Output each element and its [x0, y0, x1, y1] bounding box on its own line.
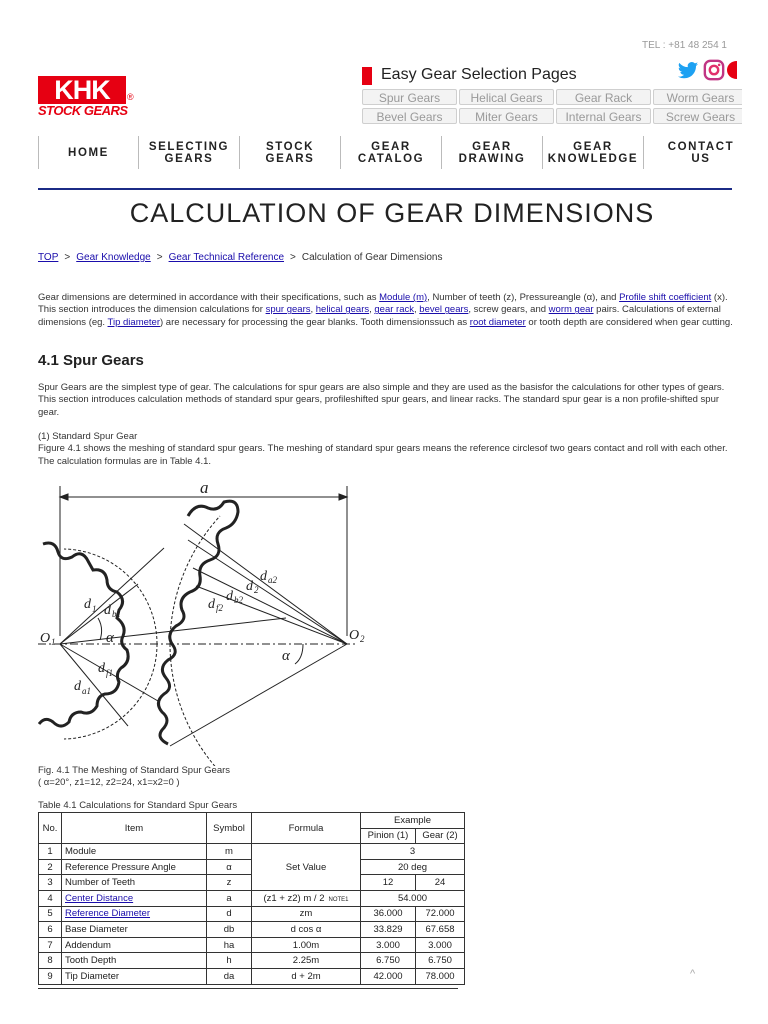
- pressure-angle-line: [60, 618, 286, 644]
- label-o2-sub: 2: [360, 634, 365, 644]
- pinion-radius-db1: [60, 584, 138, 644]
- cell-pinion: 3.000: [361, 937, 416, 953]
- table-header-row: [39, 813, 465, 829]
- formula-text: (z1 + z2) m / 2: [263, 892, 325, 904]
- instagram-icon[interactable]: [703, 58, 725, 82]
- gear-rack-link[interactable]: Gear Rack: [556, 89, 651, 105]
- cell-gear: 6.750: [416, 953, 465, 969]
- cell-example: 54.000: [361, 890, 465, 906]
- intro-text: (x). This section introduces the dimension calculations for: [38, 292, 728, 316]
- youtube-icon[interactable]: [727, 58, 737, 82]
- root-diameter-link[interactable]: root diameter: [469, 316, 526, 328]
- twitter-icon[interactable]: [677, 58, 699, 82]
- gear-radius-da2: [184, 524, 347, 644]
- cell-no: 3: [39, 875, 62, 891]
- profile-shift-link[interactable]: Profile shift coefficient: [619, 292, 712, 303]
- label-df2-sub: f2: [216, 603, 224, 613]
- accent-bar: [362, 67, 372, 85]
- cell-symbol: a: [207, 890, 252, 906]
- note-marker: NOTE1: [328, 896, 349, 903]
- cell-formula: d cos α: [252, 922, 361, 938]
- label-da2-sub: a2: [268, 575, 277, 585]
- easy-selection-title: Easy Gear Selection Pages: [381, 66, 577, 83]
- bevel-gears-text-link[interactable]: bevel gears: [419, 304, 469, 316]
- spur-gears-text-link[interactable]: spur gears: [265, 304, 311, 316]
- intro-text: pairs. Calculations of external dimensions (eg.: [38, 304, 721, 328]
- cell-pinion: 36.000: [361, 906, 416, 922]
- reference-diameter-link[interactable]: Reference Diameter: [65, 908, 151, 920]
- cell-pinion: 42.000: [361, 968, 416, 984]
- table-row: [39, 922, 465, 938]
- cell-symbol: d: [207, 906, 252, 922]
- intro-text: ,: [369, 304, 375, 316]
- breadcrumb-separator: >: [290, 252, 296, 263]
- label-db1-sub: b1: [112, 609, 121, 619]
- logo-subtitle: STOCK GEARS: [38, 103, 128, 118]
- table-row: [39, 937, 465, 953]
- cell-pinion: 6.750: [361, 953, 416, 969]
- cell-symbol: h: [207, 953, 252, 969]
- cell-gear: 72.000: [416, 906, 465, 922]
- cell-formula: 1.00m: [252, 937, 361, 953]
- cell-gear: 24: [416, 875, 465, 891]
- label-db2: d: [226, 589, 233, 604]
- figure-caption: [38, 765, 230, 789]
- cell-no: 8: [39, 953, 62, 969]
- internal-gears-link[interactable]: Internal Gears: [556, 108, 651, 124]
- cell-example: 3: [361, 844, 465, 860]
- cell-formula: [252, 890, 361, 906]
- cell-symbol: ha: [207, 937, 252, 953]
- intro-paragraph: [38, 292, 738, 329]
- label-o1: O: [40, 631, 51, 646]
- label-da1: d: [74, 679, 81, 694]
- cell-symbol: z: [207, 875, 252, 891]
- cell-item: Tooth Depth: [62, 953, 207, 969]
- breadcrumb-gear-knowledge[interactable]: Gear Knowledge: [76, 252, 151, 263]
- intro-text: or tooth depth are considered when gear cutting.: [525, 316, 733, 328]
- cell-formula: d + 2m: [252, 968, 361, 984]
- header-formula: Formula: [252, 813, 361, 844]
- subsection-heading: (1) Standard Spur Gear: [38, 431, 138, 442]
- nav-home[interactable]: HOME: [39, 136, 139, 169]
- breadcrumb: [38, 252, 442, 263]
- header-example: Example: [361, 813, 465, 829]
- nav-gear-knowledge[interactable]: GEAR KNOWLEDGE: [543, 136, 644, 169]
- cell-item: [62, 890, 207, 906]
- spur-gears-link[interactable]: Spur Gears: [362, 89, 457, 105]
- label-d1: d: [84, 597, 91, 612]
- spur-gears-paragraph: Spur Gears are the simplest type of gear. The calculations for spur gears are also simple and they are used as the basisfor the calculations for other types of gears. This section introduces calculation methods of standard spur gears, profileshifted spur gears, and linear racks. The standard spur gear is a non profile-shifted spur gear.: [38, 382, 725, 418]
- cell-item: Number of Teeth: [62, 875, 207, 891]
- cell-no: 5: [39, 906, 62, 922]
- label-df1: d: [98, 661, 105, 676]
- standard-spur-gear-block: [38, 431, 738, 468]
- cell-no: 6: [39, 922, 62, 938]
- cell-example: 20 deg: [361, 859, 465, 875]
- table-row: [39, 890, 465, 906]
- cell-symbol: da: [207, 968, 252, 984]
- nav-divider: [38, 188, 732, 190]
- logo-mark: KHK: [38, 76, 126, 104]
- helical-gears-text-link[interactable]: helical gears: [315, 304, 370, 316]
- pinion-teeth: [39, 543, 128, 726]
- figure-caption-params: ( α=20°, z1=12, z2=24, x1=x2=0 ): [38, 777, 180, 788]
- telephone-text: TEL : +81 48 254 1: [642, 40, 727, 51]
- logo-registered: ®: [127, 92, 134, 102]
- cell-no: 2: [39, 859, 62, 875]
- nav-contact-us[interactable]: CONTACT US: [667, 140, 735, 165]
- gear-selection-links: [362, 89, 742, 127]
- cell-pinion: 33.829: [361, 922, 416, 938]
- label-o2: O: [349, 628, 360, 643]
- cell-item: Base Diameter: [62, 922, 207, 938]
- main-nav: [38, 136, 733, 169]
- helical-gears-link[interactable]: Helical Gears: [459, 89, 554, 105]
- table-caption: Table 4.1 Calculations for Standard Spur Gears: [38, 800, 238, 811]
- line-of-action: [170, 644, 347, 746]
- cell-symbol: db: [207, 922, 252, 938]
- intro-text: , screw gears, and: [468, 304, 549, 316]
- intro-text: , Number of teeth (z), Pressureangle (α), and: [427, 292, 620, 303]
- cell-item: Reference Pressure Angle: [62, 859, 207, 875]
- table-row: [39, 844, 465, 860]
- cell-symbol: m: [207, 844, 252, 860]
- worm-gears-link[interactable]: Worm Gears: [653, 89, 742, 105]
- breadcrumb-current: Calculation of Gear Dimensions: [301, 252, 443, 263]
- miter-gears-link[interactable]: Miter Gears: [459, 108, 554, 124]
- label-o1-sub: 1: [51, 637, 56, 647]
- center-distance-link[interactable]: Center Distance: [65, 892, 134, 904]
- cell-no: 7: [39, 937, 62, 953]
- pressure-angle-arc-left: [98, 618, 102, 640]
- label-a: a: [200, 478, 209, 497]
- bevel-gears-link[interactable]: Bevel Gears: [362, 108, 457, 124]
- cell-no: 4: [39, 890, 62, 906]
- header-pinion: Pinion (1): [361, 828, 416, 844]
- nav-gear-drawing[interactable]: GEAR DRAWING: [442, 136, 543, 169]
- cell-formula: zm: [252, 906, 361, 922]
- header-symbol: Symbol: [207, 813, 252, 844]
- gear-rack-text-link[interactable]: gear rack: [374, 304, 414, 316]
- section-heading: 4.1 Spur Gears: [38, 352, 144, 369]
- header-item: Item: [62, 813, 207, 844]
- cell-formula-set-value: Set Value: [252, 844, 361, 891]
- cell-formula: 2.25m: [252, 953, 361, 969]
- worm-gear-text-link[interactable]: worm gear: [548, 304, 594, 316]
- screw-gears-link[interactable]: Screw Gears: [653, 108, 742, 124]
- scroll-to-top-button[interactable]: ^: [690, 968, 696, 980]
- cell-symbol: α: [207, 859, 252, 875]
- cell-gear: 3.000: [416, 937, 465, 953]
- label-db1: d: [104, 603, 111, 618]
- breadcrumb-separator: >: [156, 252, 163, 263]
- cell-pinion: 12: [361, 875, 416, 891]
- breadcrumb-separator: >: [64, 252, 71, 263]
- tip-diameter-link[interactable]: Tip diameter: [107, 316, 160, 328]
- label-da2: d: [260, 569, 267, 584]
- table-row: [39, 968, 465, 984]
- label-da1-sub: a1: [82, 686, 91, 696]
- pressure-angle-arc-right: [295, 644, 303, 664]
- calculation-table: [38, 812, 465, 985]
- table-row: [39, 906, 465, 922]
- header-gear: Gear (2): [416, 828, 465, 844]
- cell-item: Addendum: [62, 937, 207, 953]
- header-no: No.: [39, 813, 62, 844]
- cell-item: Module: [62, 844, 207, 860]
- intro-text: ) are necessary for processing the gear blanks. Tooth dimensionssuch as: [159, 316, 470, 328]
- gear-meshing-figure: [38, 476, 368, 766]
- breadcrumb-gear-technical-reference[interactable]: Gear Technical Reference: [168, 252, 285, 263]
- cell-no: 9: [39, 968, 62, 984]
- intro-text: Gear dimensions are determined in accordance with their specifications, such as: [38, 292, 380, 303]
- cell-item: Tip Diameter: [62, 968, 207, 984]
- intro-text: ,: [310, 304, 316, 316]
- label-d2: d: [246, 579, 253, 594]
- table-row: [39, 953, 465, 969]
- breadcrumb-top[interactable]: TOP: [38, 252, 59, 263]
- nav-stock-gears[interactable]: STOCK GEARS: [240, 136, 341, 169]
- table-bottom-rule: [38, 988, 458, 989]
- khk-logo[interactable]: [38, 76, 136, 120]
- cell-no: 1: [39, 844, 62, 860]
- standard-spur-gear-paragraph: Figure 4.1 shows the meshing of standard spur gears. The meshing of standard spur gears means the reference circlesof two gears contact and roll with each other. The calculation formulas are in Table 4.1.: [38, 443, 728, 467]
- cell-item: [62, 906, 207, 922]
- label-alpha-right: α: [282, 648, 290, 664]
- cell-gear: 78.000: [416, 968, 465, 984]
- intro-text: ,: [414, 304, 420, 316]
- label-df2: d: [208, 597, 215, 612]
- label-df1-sub: f1: [106, 668, 114, 678]
- module-link[interactable]: Module (m): [379, 292, 428, 303]
- label-d1-sub: 1: [92, 604, 97, 614]
- nav-gear-catalog[interactable]: GEAR CATALOG: [341, 136, 442, 169]
- nav-selecting-gears[interactable]: SELECTING GEARS: [139, 136, 240, 169]
- cell-gear: 67.658: [416, 922, 465, 938]
- label-alpha-left: α: [106, 630, 114, 646]
- gear-teeth: [158, 501, 238, 744]
- label-db2-sub: b2: [234, 595, 243, 605]
- gear-reference-circle-lower: [170, 644, 220, 766]
- label-d2-sub: 2: [254, 585, 259, 595]
- figure-caption-title: Fig. 4.1 The Meshing of Standard Spur Gears: [38, 765, 231, 776]
- page-title: CALCULATION OF GEAR DIMENSIONS: [129, 198, 655, 228]
